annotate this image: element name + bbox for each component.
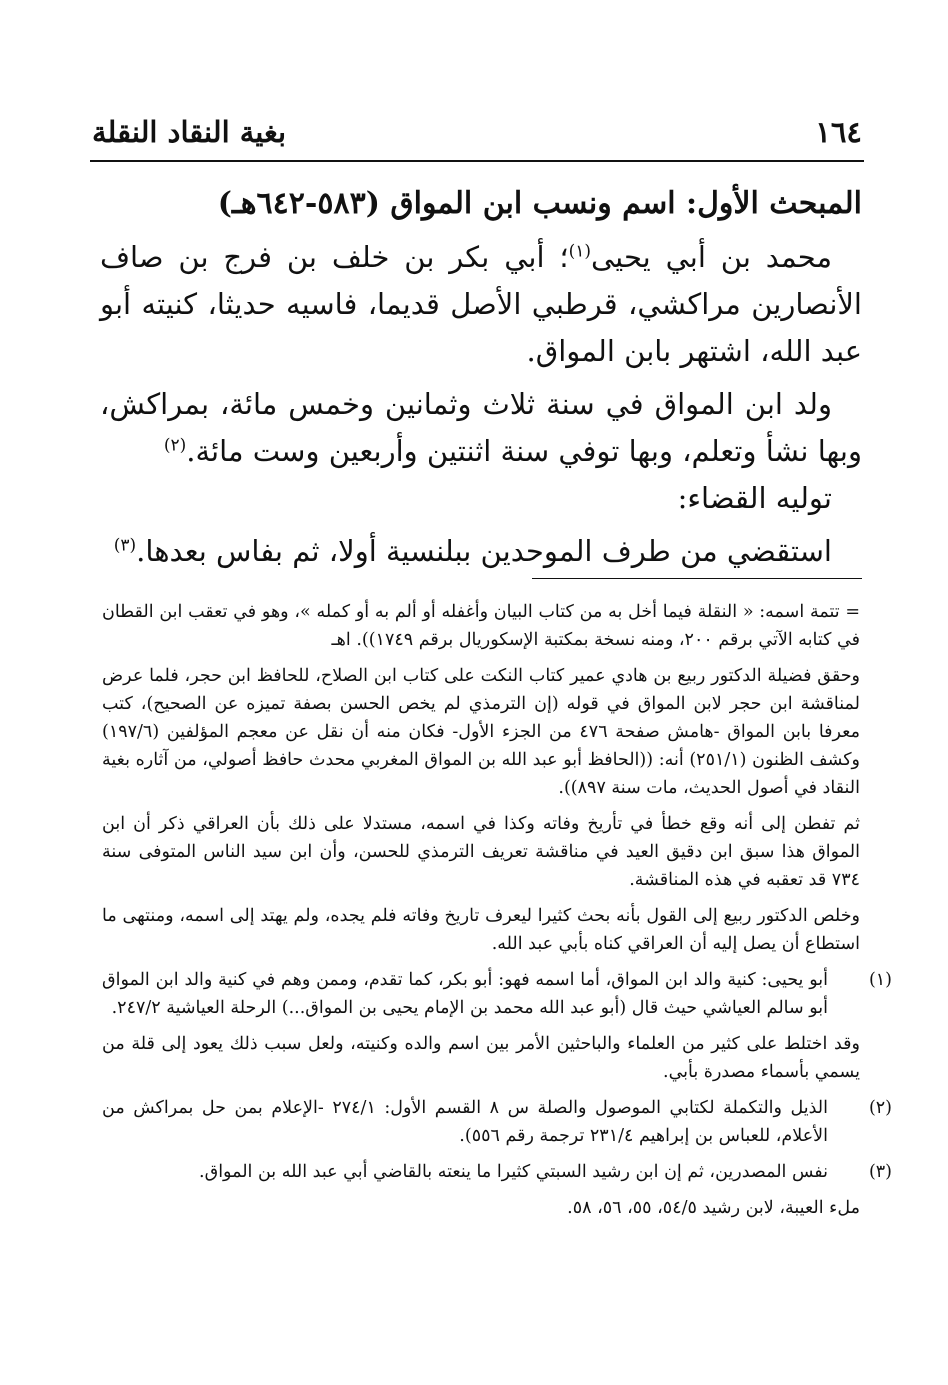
section-heading: المبحث الأول: اسم ونسب ابن المواق (٥٨٣-٦٤٢هـ): [217, 186, 862, 221]
footnote-3-text: نفس المصدرين، ثم إن ابن رشيد السبتي كثيرا ما ينعته بالقاضي أبي عبد الله بن المواق.: [199, 1162, 828, 1182]
footnote-1: [102, 966, 892, 1022]
footnote-continuation-a: = تتمة اسمه: « النقلة فيما أخل به من كتاب البيان وأغفله أو ألم به أو كمله »، وهو في تعقب ابن القطان في كتابه الآتي برقم ٢٠٠، ومنه نسخة بمكتبة الإسكوريال برقم ١٧٤٩)). اهـ: [102, 602, 860, 650]
footnote-2-number: (٢): [868, 1098, 892, 1118]
page-number: ١٦٤: [815, 115, 862, 149]
footnote-3-extra: ملء العيبة، لابن رشيد ٥٤/٥، ٥٥، ٥٦، ٥٨.: [567, 1198, 860, 1218]
main-text: [100, 180, 862, 575]
paragraph-judiciary: [100, 528, 862, 575]
p1-rest: ؛ أبي بكر بن خلف بن فرج بن صاف الأنصارين مراكشي، قرطبي الأصل قديما، فاسيه حديثا، كنيته أبو عبد الله، اشتهر بابن المواق.: [100, 240, 862, 368]
footnote-3: [102, 1158, 892, 1186]
footnote-continuation-b: وحقق فضيلة الدكتور ربيع بن هادي عمير كتاب النكت على كتاب ابن الصلاح، للحافظ ابن حجر، فلما عرض لمناقشة ابن حجر لابن المواق في قوله (إن الترمذي لم يخص الحسن بصفة تميزه عن الصحيح)، كتب معرفا بابن المواق -هامش صفحة ٤٧٦ من الجزء الأول- فكان منه أن نقل عن معجم المؤلفين (١٩٧/٦) وكشف الظنون (٢٥١/١) أنه: ((الحافظ أبو عبد الله بن المواق المغربي محدث حافظ أصولي، من آثاره بغية النقاد في أصول الحديث، مات سنة ٨٩٧)).: [102, 666, 860, 798]
footnote-1-text: أبو يحيى: كنية والد ابن المواق، أما اسمه فهو: أبو بكر، كما تقدم، وممن وهم في كنية والد ابن المواق أبو سالم العياشي حيث قال (أبو عبد الله محمد بن الإمام يحيى بن المواق...) الرحلة العياشية ٢٤٧/٢.: [102, 970, 828, 1018]
footnote-1-extra: وقد اختلط على كثير من العلماء والباحثين الأمر بين اسم والده وكنيته، ولعل سبب ذلك يعود إلى قلة من يسمي بأسماء مصدرة بأبي.: [102, 1034, 860, 1082]
footnote-2: [102, 1094, 892, 1150]
footnote-ref-2[interactable]: (٢): [163, 435, 187, 456]
footnote-continuation-c: ثم تفطن إلى أنه وقع خطأ في تأريخ وفاته وكذا في اسمه، مستدلا على ذلك بأن العراقي ذكر أن ابن المواق هذا سبق ابن دقيق العيد في مناقشة تعريف الترمذي للحسن، وأن ابن سيد الناس المتوفى سنة ٧٣٤ قد تعقبه في هذه المناقشة.: [102, 814, 860, 890]
footnote-ref-1[interactable]: (١): [568, 241, 592, 262]
footnote-2-text: الذيل والتكملة لكتابي الموصول والصلة س ٨ القسم الأول: ٢٧٤/١ -الإعلام بمن حل بمراكش من الأعلام، للعباس بن إبراهيم ٢٣١/٤ ترجمة رقم ٥٥٦).: [102, 1098, 828, 1146]
footnote-separator: [532, 578, 862, 579]
footnote-3-number: (٣): [868, 1162, 892, 1182]
footnote-1-number: (١): [868, 970, 892, 990]
footnote-continuation-d: وخلص الدكتور ربيع إلى القول بأنه بحث كثيرا ليعرف تاريخ وفاته فلم يجده، ولم يهتد إلى اسمه، ومنتهى ما استطاع أن يصل إليه أن العراقي كناه بأبي عبد الله.: [102, 906, 860, 954]
footnotes: [102, 598, 892, 1230]
header-rule: [90, 160, 864, 162]
footnote-ref-3[interactable]: (٣): [113, 535, 137, 556]
p1-text: محمد بن أبي يحيى: [591, 240, 832, 274]
p2-text: ولد ابن المواق في سنة ثلاث وثمانين وخمس مائة، بمراكش، وبها نشأ وتعلم، وبها توفي سنة اثنتين وأربعين وست مائة.: [100, 387, 862, 468]
paragraph-name: [100, 234, 862, 375]
subheading-judiciary: توليه القضاء:: [677, 481, 832, 515]
paragraph-birth: [100, 381, 862, 475]
page-header: [92, 112, 862, 152]
p3-text: استقضي من طرف الموحدين ببلنسية أولا، ثم بفاس بعدها.: [136, 534, 832, 568]
book-title: بغية النقاد النقلة: [92, 115, 287, 149]
